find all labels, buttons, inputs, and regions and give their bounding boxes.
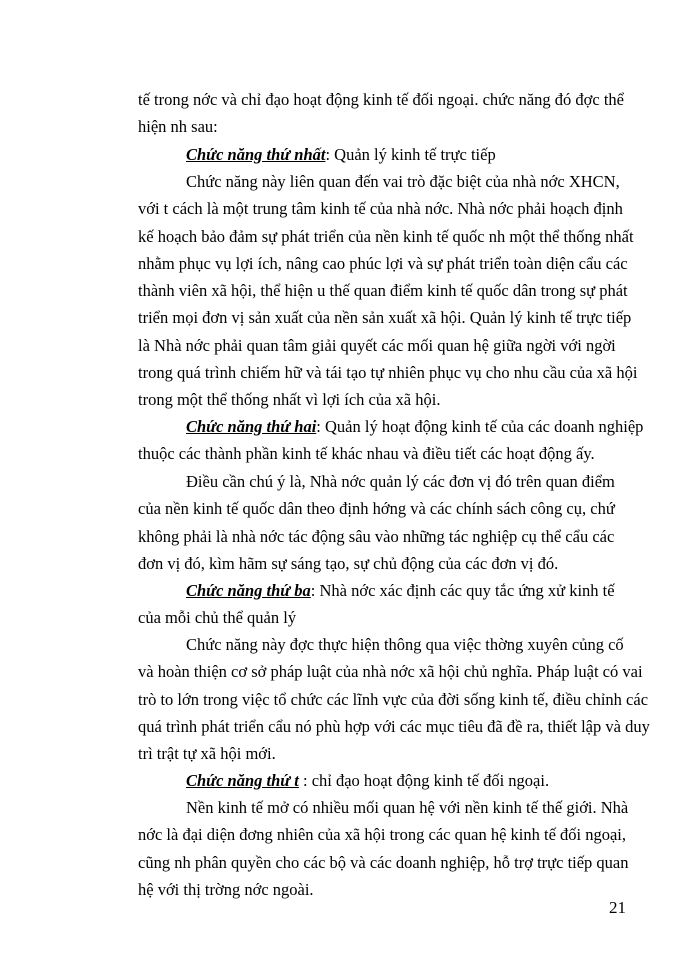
paragraph-continuation [138, 86, 638, 141]
heading-label: Chức năng thứ nhất [186, 145, 326, 164]
text-line: Nền kinh tế mở có nhiều mối quan hệ với nền kinh tế thế giới. Nhà [186, 798, 629, 817]
text-line: với t cách là một trung tâm kinh tế của nhà nớc. Nhà nớc phải hoạch định [138, 199, 623, 219]
text-line: tế trong nớc và chỉ đạo hoạt động kinh tế đối ngoại. chức năng đó đợc thể [138, 90, 624, 109]
heading-function-1 [138, 141, 638, 168]
text-line: và hoàn thiện cơ sở pháp luật của nhà nớc xã hội chủ nghĩa. Pháp luật có vai [138, 662, 643, 682]
text-line: của mỗi chủ thể quản lý [138, 608, 297, 628]
text-line: trì trật tự xã hội mới. [138, 744, 276, 764]
text-line: cũng nh phân quyền cho các bộ và các doanh nghiệp, hỗ trợ trực tiếp quan [138, 852, 629, 872]
text-line: là Nhà nớc phải quan tâm giải quyết các mối quan hệ giữa ngời với ngời [138, 335, 616, 355]
text-line: quá trình phát triển cẩu nó phù hợp với các mục tiêu đã đề ra, thiết lập và duy [138, 716, 650, 736]
text-line: không phải là nhà nớc tác động sâu vào những tác nghiệp cụ thể cẩu các [138, 526, 615, 546]
paragraph-body [138, 168, 638, 414]
heading-function-2 [138, 413, 644, 468]
text-line [138, 141, 638, 168]
text-line: hệ với thị trờng nớc ngoài. [138, 879, 314, 899]
text-line: của nền kinh tế quốc dân theo định hớng và các chính sách công cụ, chứ [138, 499, 615, 519]
text-line: hiện nh sau: [138, 117, 218, 137]
heading-function-3 [138, 577, 638, 632]
heading-label: Chức năng thứ t [186, 771, 299, 790]
text-line: Chức năng này đợc thực hiện thông qua việc thờng xuyên củng cố [186, 635, 624, 654]
text-line: Điều cần chú ý là, Nhà nớc quản lý các đơn vị đó trên quan điểm [186, 472, 615, 491]
paragraph-body [138, 794, 638, 903]
text-line: đơn vị đó, kìm hãm sự sáng tạo, sự chủ động của các đơn vị đó. [138, 553, 559, 573]
text-line: trò to lớn trong việc tổ chức các lĩnh vực của đời sống kinh tế, điều chỉnh các [138, 689, 649, 709]
heading-text: : chỉ đạo hoạt động kinh tế đối ngoại. [298, 771, 550, 790]
text-line: Chức năng này liên quan đến vai trò đặc biệt của nhà nớc XHCN, [186, 172, 620, 191]
heading-label: Chức năng thứ hai [186, 417, 317, 436]
text-line: nhằm phục vụ lợi ích, nâng cao phúc lợi và sự phát triển toàn diện cẩu các [138, 253, 628, 273]
text-line: nớc là đại diện đơng nhiên của xã hội trong các quan hệ kinh tế đối ngoại, [138, 825, 627, 845]
text-line [138, 577, 638, 604]
heading-text: : Nhà nớc xác định các quy tắc ứng xử kinh tế [310, 581, 615, 600]
heading-text: : Quản lý hoạt động kinh tế của các doanh nghiệp [316, 417, 644, 436]
text-line: triển mọi đơn vị sản xuất của nền sản xuất xã hội. Quản lý kinh tế trực tiếp [138, 308, 632, 328]
text-line: trong quá trình chiếm hữ và tái tạo tự nhiên phục vụ cho nhu cầu của xã hội [138, 363, 638, 383]
text-line: thuộc các thành phần kinh tế khác nhau và điều tiết các hoạt động ấy. [138, 444, 595, 464]
heading-label: Chức năng thứ ba [186, 581, 311, 600]
text-line: thành viên xã hội, thể hiện u thế quan điểm kinh tế quốc dân trong sự phát [138, 281, 628, 301]
paragraph-body [138, 631, 650, 767]
page-number: 21 [609, 898, 626, 917]
paragraph-body [138, 468, 638, 577]
text-line [138, 767, 638, 794]
heading-text: : Quản lý kinh tế trực tiếp [325, 145, 496, 164]
text-line: trong một thể thống nhất vì lợi ích của xã hội. [138, 390, 441, 410]
text-line [138, 413, 644, 440]
heading-function-4 [138, 767, 638, 794]
text-line: kế hoạch bảo đảm sự phát triển của nền kinh tế quốc nh một thể thống nhất [138, 226, 634, 246]
